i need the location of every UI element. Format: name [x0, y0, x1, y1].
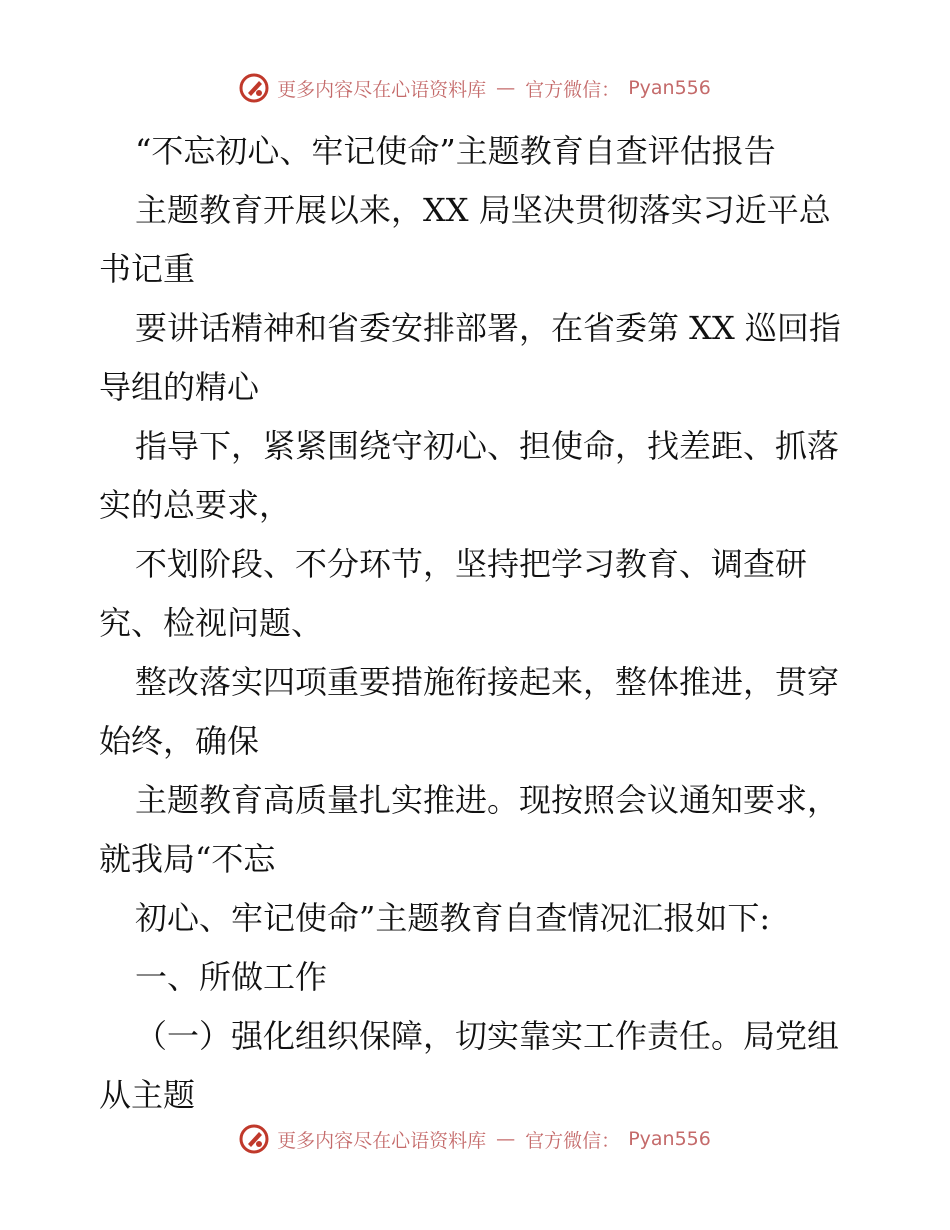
watermark-brand: 更多内容尽在心语资料库: [277, 78, 487, 101]
paragraph: 主题教育开展以来，XX 局坚决贯彻落实习近平总书记重: [99, 191, 831, 288]
document-title: “不忘初心、牢记使命”主题教育自查评估报告: [135, 132, 776, 170]
watermark-label: 官方微信：: [525, 78, 621, 101]
paragraph: 指导下，紧紧围绕守初心、担使命，找差距、抓落实的总要求，: [99, 427, 840, 524]
watermark-label: 官方微信：: [525, 1129, 621, 1152]
watermark-header: [0, 73, 950, 103]
brand-logo-icon: [239, 1124, 269, 1154]
section-heading: 一、所做工作: [135, 958, 328, 996]
watermark-separator: —: [496, 77, 516, 99]
paragraph: 初心、牢记使命”主题教育自查情况汇报如下:: [135, 899, 771, 937]
watermark-handle: Pyan556: [628, 77, 711, 99]
watermark-footer: [0, 1124, 950, 1154]
watermark-separator: —: [496, 1128, 516, 1150]
paragraph: 不划阶段、不分环节，坚持把学习教育、调查研究、检视问题、: [99, 545, 808, 642]
document-body: [99, 122, 859, 1125]
brand-logo-icon: [239, 73, 269, 103]
paragraph: 整改落实四项重要措施衔接起来，整体推进，贯穿始终，确保: [99, 663, 840, 760]
watermark-brand: 更多内容尽在心语资料库: [277, 1129, 487, 1152]
paragraph: 要讲话精神和省委安排部署，在省委第 XX 巡回指导组的精心: [99, 309, 841, 406]
paragraph: 主题教育高质量扎实推进。现按照会议通知要求，就我局“不忘: [99, 781, 840, 878]
paragraph: （一）强化组织保障，切实靠实工作责任。局党组从主题: [99, 1017, 840, 1114]
watermark-handle: Pyan556: [628, 1128, 711, 1150]
